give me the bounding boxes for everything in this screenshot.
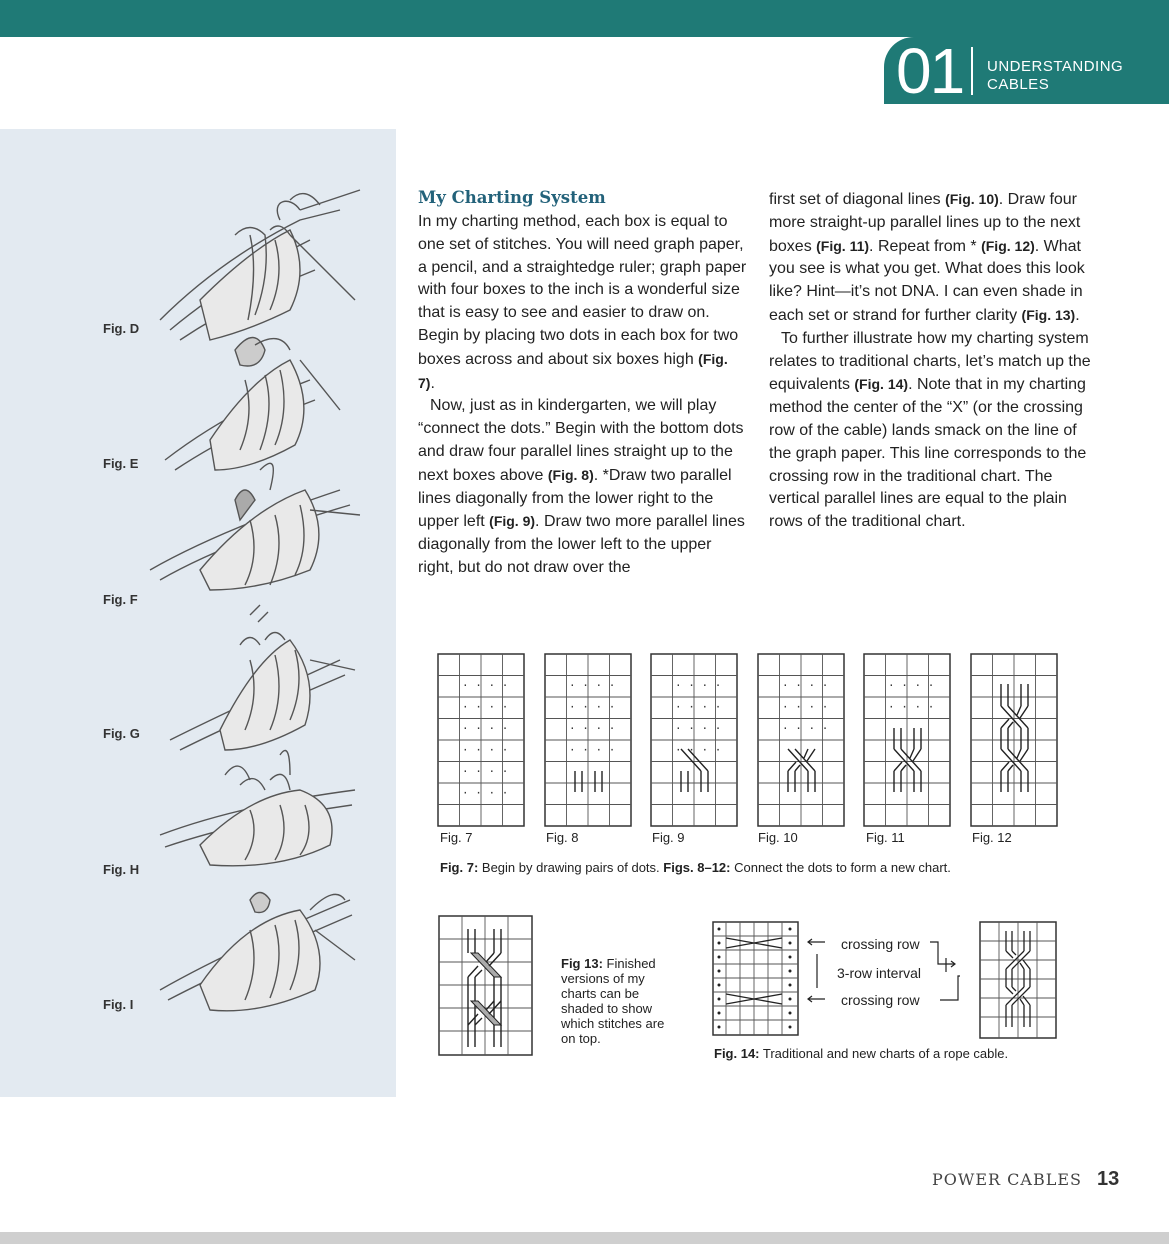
fig11-grid [864,654,950,826]
fig13-ref: (Fig. 13) [1021,306,1076,323]
sketch-e [165,338,340,471]
fig8-ref: (Fig. 8) [547,466,594,483]
running-footer-title: POWER CABLES [932,1170,1082,1189]
text-column-1: In my charting method, each box is equal to one set of stitches. You will need graph paper, a pencil, and a straightedge ruler; graph paper with four boxes to the inch is a wonderful size that is easy to see and easier to draw on. Begin by placing two dots in each box for two boxes across and about six boxes high (Fig. 7). Now, just as in kindergarten, we will play “connect the dots.” Begin with the bottom dots and draw four parallel lines straight up to the next boxes above (Fig. 8). *Draw two parallel lines diagonally from the lower right to the upper left (Fig. 9). Draw two more parallel lines diagonally from the lower left to the upper right, but do not draw over the [418,213,747,576]
text-column-2: first set of diagonal lines (Fig. 10). Draw four more straight-up parallel lines up to the next boxes (Fig. 11). Repeat from * (Fig. 12). What you see is what you get. What does this look like? Hint—it’s not DNA. I can even shade in each set or strand for further clarity (Fig. 13). To further illustrate how my charting system relates to traditional charts, let’s match up the equivalents (Fig. 14). Note that in my charting method the center of the “X” (or the crossing row of the cable) lands smack on the line of the graph paper. This line corresponds to the crossing row in the traditional chart. The vertical parallel lines are equal to the plain rows of the traditional chart. [769,191,1091,531]
col1-para2a: Now, just as in kindergarten, we will play “connect the dots.” Begin with the bottom dots and draw four parallel lines straight up to the next boxes above [418,397,744,484]
header-bar [0,0,1169,37]
fig-g-label: Fig. G [103,726,140,741]
crossing-row-label-bottom: crossing row [841,992,920,1008]
caption-fig7-text: Begin by drawing pairs of dots. [478,860,664,875]
sketch-f [150,463,360,590]
fig8-grid [545,654,631,826]
fig10-label: Fig. 10 [758,830,798,845]
fig-d-label: Fig. D [103,321,140,336]
fig7-grid [438,654,524,826]
fig9-ref: (Fig. 9) [489,513,536,530]
caption-fig8-12-text: Connect the dots to form a new chart. [730,860,951,875]
fig14-ref: (Fig. 14) [854,376,909,393]
chapter-number: 01 [896,35,964,107]
sketch-g [170,605,355,750]
caption-fig7-label: Fig. 7: [440,860,479,875]
fig11-ref: (Fig. 11) [816,237,870,254]
sketch-d [160,190,360,340]
fig14-traditional-chart [712,921,800,1037]
fig-i-label: Fig. I [103,997,134,1012]
fig-f-label: Fig. F [103,592,138,607]
fig13-caption [561,956,671,1046]
fig9-label: Fig. 9 [652,830,685,845]
col1-para2b: . *Draw two parallel lines diagonally from the lower right to the upper left [418,466,732,531]
col2-para2a: To further illustrate how my charting system relates to traditional charts, let’s match up the equivalents [769,329,1091,394]
caption-fig8-12-label: Figs. 8–12: [663,860,731,875]
row-interval-label: 3-row interval [837,965,922,981]
charting-grid-figures [436,652,1061,832]
page-number: 13 [1097,1168,1120,1190]
fig13-caption-label: Fig 13: [561,956,603,971]
fig12-label: Fig. 12 [972,830,1012,845]
fig10-ref: (Fig. 10) [945,191,999,207]
fig10-grid [758,654,844,826]
sketch-i [160,893,355,1011]
fig14-new-chart [979,921,1059,1041]
sketch-h [160,751,355,866]
col2-para2b: . Note that in my charting method the center of the “X” (or the crossing row of the cable) lands smack on the line of the graph paper. This line corresponds to the crossing row in the traditional chart. The vertical parallel lines are equal to the plain rows of the traditional chart. [769,376,1087,531]
fig7-ref: (Fig. 7) [418,350,728,391]
bottom-rule [0,1232,1169,1244]
col2-para1d: . What you see is what you get. What does this look like? Hint—it’s not DNA. I can even shade in each set or strand for further clarity [769,237,1085,324]
crossing-row-label-top: crossing row [841,936,920,952]
section-heading: My Charting System [418,188,606,207]
chapter-title [987,58,1123,94]
fig-h-label: Fig. H [103,862,140,877]
fig12-grid [971,654,1057,826]
fig7-label: Fig. 7 [440,830,473,845]
fig-e-label: Fig. E [103,456,139,471]
fig14-caption [714,1046,1008,1061]
col2-para1a: first set of diagonal lines [769,191,946,208]
fig13-shaded-chart [438,915,534,1057]
caption-fig7-12 [440,860,951,875]
col1-para1: In my charting method, each box is equal to one set of stitches. You will need graph paper, a pencil, and a straightedge ruler; graph paper with four boxes to the inch is a wonderful size that is easy to see and easier to draw on. Begin by placing two dots in each box for two boxes across and about six boxes high [418,213,747,368]
fig14-caption-text: Traditional and new charts of a rope cable. [759,1046,1009,1061]
fig11-label: Fig. 11 [866,830,905,845]
chapter-title-line1: UNDERSTANDING [987,58,1124,75]
col1-para2c: . Draw two more parallel lines diagonally from the lower left to the upper right, but do not draw over the [418,513,745,576]
col2-para1b: . Draw four more straight-up parallel lines up to the next boxes [769,191,1081,255]
fig12-ref: (Fig. 12) [981,237,1035,254]
knitting-sketches [140,180,380,1080]
fig14-caption-label: Fig. 14: [714,1046,760,1061]
fig8-label: Fig. 8 [546,830,579,845]
chapter-title-line2: CABLES [987,76,1050,93]
fig9-grid [651,654,737,826]
fig13-caption-text: Finished versions of my charts can be shaded to show which stitches are on top. [561,956,665,1046]
col2-para1c: . Repeat from * [869,237,982,255]
chapter-divider [971,47,973,95]
